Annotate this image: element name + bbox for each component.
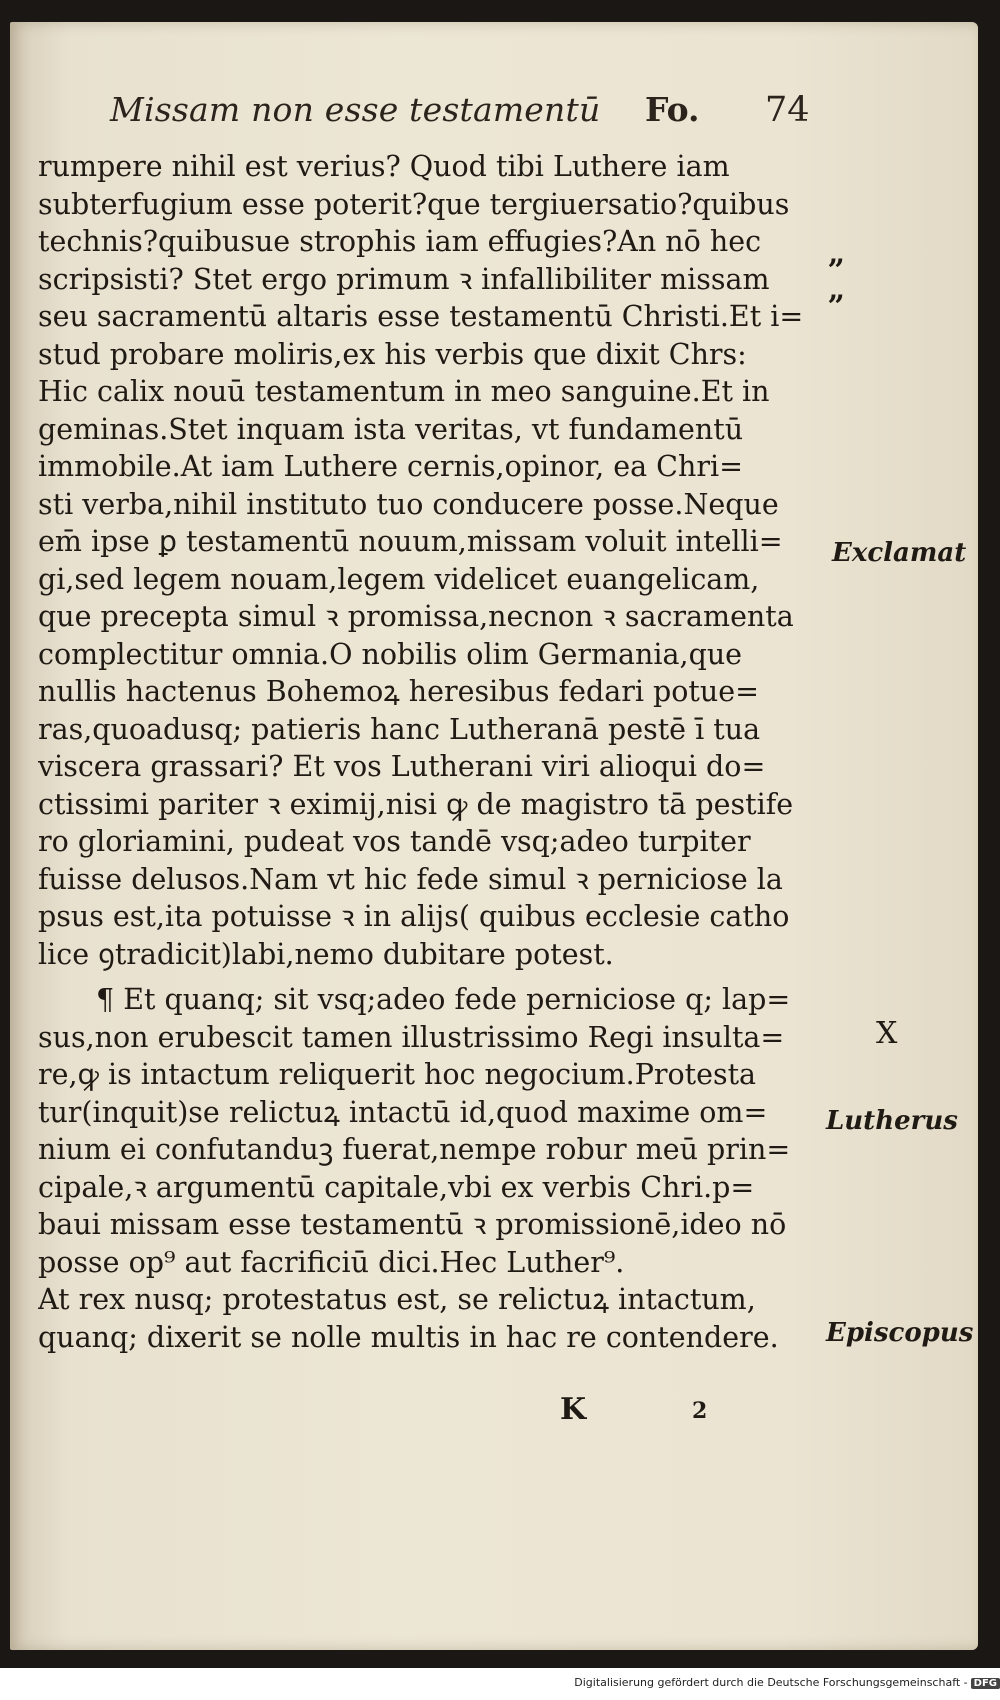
text-line: sti verba,nihil instituto tuo conducere posse.Neque (38, 487, 779, 521)
margin-note-lutherus: Lutherus (826, 1106, 958, 1136)
text-line: nium ei confutanduꝫ fuerat,nempe robur meū prin= (38, 1133, 791, 1166)
margin-note-exclamatio: Exclamat (832, 538, 967, 568)
text-line: subterfugium esse poterit?que tergiuersatio?quibus (38, 187, 790, 221)
text-line: viscera grassari? Et vos Lutherani viri alioqui do= (38, 750, 766, 783)
margin-note-episcopus: Episcopus (826, 1318, 974, 1348)
text-line: que precepta simul ꝛ promissa,necnon ꝛ sacramenta (38, 600, 794, 633)
text-line: stud probare moliris,ex his verbis que dixit Chrs: (38, 337, 747, 371)
text-line: ctissimi pariter ꝛ eximij,nisi ꝙ de magistro tā pestife (38, 787, 794, 821)
text-line: seu sacramentū altaris esse testamentū Christi.Et i= (38, 300, 804, 333)
text-line: fuisse delusos.Nam vt hic fede simul ꝛ perniciose la (38, 862, 783, 896)
signature-mark: K (560, 1392, 587, 1427)
text-line: re,ꝙ is intactum reliquerit hoc negocium.Protesta (38, 1058, 757, 1091)
margin-quote-mark: „ (828, 272, 846, 307)
page-number: 74 (765, 90, 810, 130)
text-line: Hic calix nouū testamentum in meo sanguine.Et in (38, 375, 770, 408)
text-line: posse op⁹ aut facrificiū dici.Hec Luther⁹. (38, 1245, 625, 1279)
text-line: sus,non erubescit tamen illustrissimo Regi insulta= (38, 1020, 785, 1054)
text-line: immobile.At iam Luthere cernis,opinor, ea Chri= (38, 450, 743, 483)
credit-text: Digitalisierung gefördert durch die Deutsche Forschungsgemeinschaft - (574, 1676, 968, 1689)
text-line: cipale,ꝛ argumentū capitale,vbi ex verbis Chri.p= (38, 1170, 755, 1204)
text-line: ¶ Et quanq; sit vsq;adeo fede perniciose q; lap= (96, 983, 791, 1016)
text-line: tur(inquit)se relictuꝝ intactū id,quod maxime om= (38, 1095, 768, 1129)
text-line: gi,sed legem nouam,legem videlicet euangelicam, (38, 562, 760, 596)
folio-label: Fo. (645, 90, 700, 129)
text-line: em̄ ipse ꝑ testamentū nouum,missam voluit intelli= (38, 525, 783, 558)
text-line: quanq; dixerit se nolle multis in hac re contendere. (38, 1320, 779, 1354)
signature-number: 2 (692, 1398, 708, 1424)
dfg-logo: DFG (971, 1678, 1000, 1689)
margin-quote-mark: „ (828, 236, 846, 271)
text-line: scripsisti? Stet ergo primum ꝛ infallibiliter missam (38, 262, 770, 296)
digitization-credit (520, 1676, 1000, 1696)
text-line: ras,quoadusq; patieris hanc Lutheranā pestē ī tua (38, 712, 761, 746)
text-line: At rex nusq; protestatus est, se relictuꝝ intactum, (38, 1283, 756, 1316)
margin-x-mark: X (876, 1016, 898, 1051)
text-line: baui missam esse testamentū ꝛ promissionē,ideo nō (38, 1208, 787, 1241)
main-text-block (38, 148, 828, 1356)
text-line: nullis hactenus Bohemoꝝ heresibus fedari potue= (38, 675, 759, 708)
text-line: technis?quibusue strophis iam effugies?An nō hec (38, 225, 762, 258)
text-line: ro gloriamini, pudeat vos tandē vsq;adeo turpiter (38, 825, 751, 858)
page-header (110, 86, 810, 136)
text-line: geminas.Stet inquam ista veritas, vt fundamentū (38, 412, 744, 446)
text-line: psus est,ita potuisse ꝛ in alijs( quibus ecclesie catho (38, 900, 790, 933)
text-line: lice ꝯtradicit)labi,nemo dubitare potest. (38, 937, 614, 971)
running-title: Missam non esse testamentū (110, 90, 601, 129)
text-line: complectitur omnia.O nobilis olim Germania,que (38, 637, 743, 671)
text-line: rumpere nihil est verius? Quod tibi Luthere iam (38, 150, 730, 183)
